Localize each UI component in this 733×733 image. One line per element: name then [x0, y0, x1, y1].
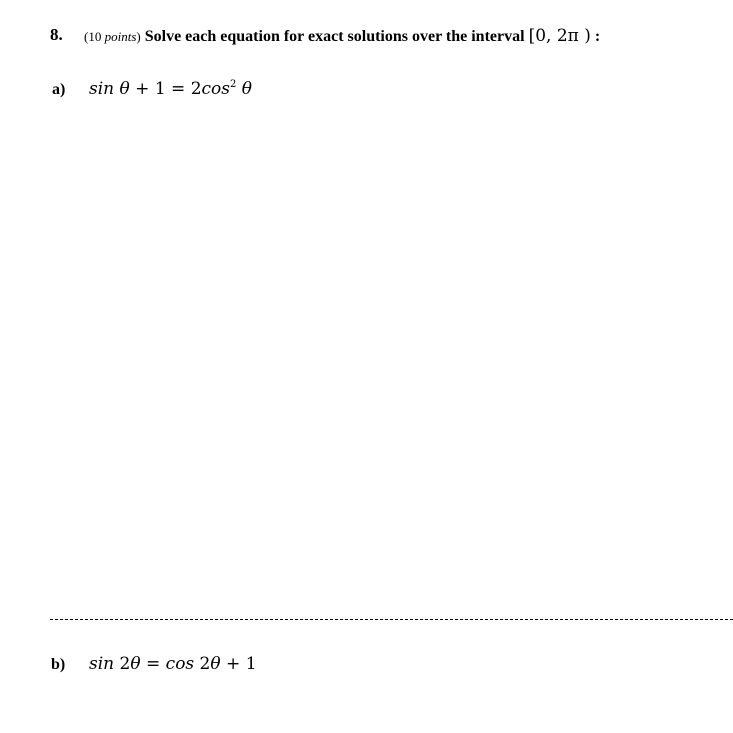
part-b-equation: sin 2θ = cos 2θ + 1 [89, 654, 257, 674]
part-a-label: a) [52, 81, 66, 98]
part-b-label: b) [51, 656, 66, 673]
interval-expression: [0, 2π ) [528, 26, 591, 46]
instruction-text: Solve each equation for exact solutions over the interval [144, 28, 525, 45]
question-number: 8. [50, 25, 63, 44]
points-note: (10 points) [84, 29, 141, 44]
part-a-equation: $\sin \theta + 1 = 2\cos^2$ θ [89, 79, 253, 99]
question-prompt [84, 26, 600, 46]
prompt-colon: : [594, 28, 601, 45]
section-divider [50, 619, 733, 620]
